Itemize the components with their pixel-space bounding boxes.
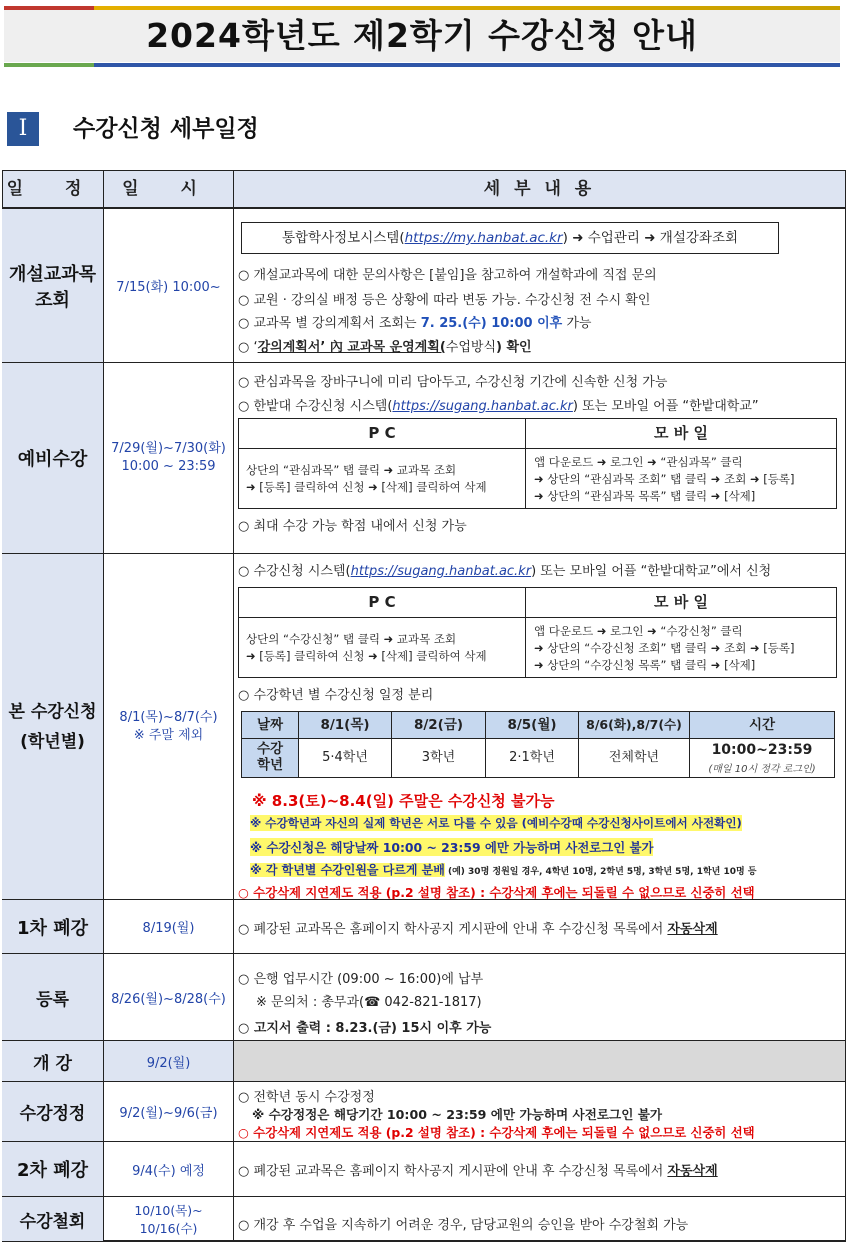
mobile-step: ➜ 상단의 “관심과목 목록” 탭 클릭 ➜ [삭제] (534, 489, 756, 503)
date-text: 9/2(월)~9/6(금) (119, 1106, 218, 1121)
syllabus-plan: 강의계획서’ 內 교과목 운영계획( (257, 340, 446, 355)
row-label-main-registration (2, 554, 103, 899)
section-number: Ⅰ (7, 112, 39, 146)
row-label-open-courses (2, 209, 103, 362)
detail-line (238, 312, 591, 331)
sugang-link[interactable]: https://sugang.hanbat.ac.kr (350, 564, 532, 579)
auto-delete-text: 자동삭제 (667, 1164, 718, 1179)
title-bottom-bar-accent (4, 63, 94, 67)
mobile-step: ➜ 상단의 “수강신청 목록” 탭 클릭 ➜ [삭제] (534, 658, 756, 672)
sugang-link[interactable]: https://sugang.hanbat.ac.kr (392, 399, 573, 414)
row-label-line: 수강정정 (19, 1104, 86, 1124)
row-label-line: 수강철회 (19, 1211, 86, 1232)
mobile-header: 모 바 일 (654, 593, 708, 611)
grid-head-cell: 8/5(월) (507, 717, 557, 733)
detail-line: ※ 수강정정은 해당기간 10:00 ~ 23:59 에만 가능하며 사전로그인 불가 (252, 1107, 663, 1122)
detail-line: ○ 수강학년 별 수강신청 일정 분리 (238, 688, 434, 703)
detail-line (238, 560, 771, 579)
detail-text: 수업방식 (445, 340, 496, 355)
detail-line: ※ 문의처 : 총무과(☎ 042-821-1817) (256, 995, 482, 1010)
date-text: 9/4(수) 예정 (132, 1163, 205, 1179)
row-label-line: 개설교과목 (9, 263, 96, 285)
row-label-course-change (2, 1082, 103, 1141)
hanbat-portal-link[interactable]: https://my.hanbat.ac.kr (404, 230, 563, 246)
grid-grade-cell: 2·1학년 (509, 750, 555, 765)
date-withdrawal (104, 1197, 233, 1241)
date-text: 7/29(월)~7/30(화) (111, 441, 226, 456)
detail-text: ○ 폐강된 교과목은 홈페이지 학사공지 게시판에 안내 후 수강신청 목록에서 (238, 922, 668, 937)
grid-grade-cell: 전체학년 (608, 750, 660, 765)
detail-line: ○ 개설교과목에 대한 문의사항은 [붙임]을 참고하여 개설학과에 직접 문의 (238, 268, 657, 283)
time-notice: ※ 수강신청은 해당날짜 10:00 ~ 23:59 에만 가능하며 사전로그인 불가 (250, 840, 654, 855)
date-open-courses (104, 209, 233, 362)
empty-detail-cell (234, 1041, 845, 1081)
detail-text: ) 확인 (496, 340, 532, 355)
delay-notice: ○ 수강삭제 지연제도 적용 (p.2 설명 참조) : 수강삭제 후에는 되돌릴 수 없으므로 신중히 선택 (238, 1125, 755, 1140)
quota-notice (250, 861, 757, 878)
detail-line (238, 918, 718, 937)
divider (238, 617, 837, 618)
date-payment (104, 954, 233, 1040)
grid-time-note: (매일 10시 정각 로그인) (708, 764, 816, 775)
mobile-step: ➜ 상단의 “관심과목 조회” 탭 클릭 ➜ 조회 ➜ [등록] (534, 472, 795, 486)
pc-step: 상단의 “관심과목” 탭 클릭 ➜ 교과목 조회 (246, 463, 457, 477)
grid-head-cell: 날짜 (256, 717, 284, 733)
header-datetime: 일 시 (122, 179, 215, 199)
detail-line: ○ 교원 · 강의실 배정 등은 상황에 따라 변동 가능. 수강신청 전 수시 확인 (238, 293, 651, 308)
header-details: 세 부 내 용 (483, 179, 596, 199)
row-label-line: 등록 (36, 989, 69, 1010)
grade-notice: ※ 수강학년과 자신의 실제 학년은 서로 다를 수 있음 (예비수강때 수강신청사이트에서 사전확인) (250, 816, 742, 830)
date-text: 8/26(월)~8/28(수) (111, 991, 226, 1007)
pc-step: ➜ [등록] 클릭하여 신청 ➜ [삭제] 클릭하여 삭제 (246, 649, 487, 663)
detail-line: ○ 최대 수강 가능 학점 내에서 신청 가능 (238, 519, 467, 534)
grid-head-cell: 8/2(금) (413, 717, 464, 733)
grid-head-cell: 시간 (748, 717, 776, 733)
header-schedule: 일 정 (6, 179, 100, 199)
row-label-line: 예비수강 (17, 449, 88, 470)
detail-text: ○ ‘ (238, 340, 258, 355)
date-second-cancellation (104, 1142, 233, 1196)
row-label-line: (학년별) (20, 731, 85, 752)
grid-row-label-line: 수강 (256, 741, 284, 757)
auto-delete-text: 자동삭제 (667, 922, 718, 937)
detail-text: ○ 폐강된 교과목은 홈페이지 학사공지 게시판에 안내 후 수강신청 목록에서 (238, 1164, 668, 1179)
system-path (241, 222, 779, 254)
detail-text: ○ 수강신청 시스템( (238, 564, 351, 579)
pc-step: ➜ [등록] 클릭하여 신청 ➜ [삭제] 클릭하여 삭제 (246, 480, 487, 494)
row-label-withdrawal (2, 1197, 103, 1241)
grid-time: 10:00~23:59 (711, 742, 813, 758)
row-label-line: 2차 폐강 (17, 1160, 88, 1181)
row-label-semester-start (2, 1041, 103, 1081)
pc-header: P C (368, 593, 396, 611)
pc-header: P C (368, 424, 396, 442)
grid-head-cell: 8/6(화),8/7(수) (586, 717, 682, 732)
detail-line: ○ 관심과목을 장바구니에 미리 담아두고, 수강신청 기간에 신속한 신청 가능 (238, 375, 668, 390)
detail-line: ○ 고지서 출력 : 8.23.(금) 15시 이후 가능 (238, 1021, 492, 1036)
row-label-line: 본 수강신청 (8, 701, 97, 722)
row-label-payment (2, 954, 103, 1040)
date-text: 7/15(화) 10:00~ (116, 280, 221, 295)
mobile-step: ➜ 상단의 “수강신청 조회” 탭 클릭 ➜ 조회 ➜ [등록] (534, 641, 795, 655)
system-path-text: 통합학사정보시스템( (281, 230, 405, 246)
date-text: 10:00 ~ 23:59 (121, 459, 216, 474)
row-label-pre-registration (2, 363, 103, 553)
row-label-first-cancellation (2, 900, 103, 953)
row-label-line: 1차 폐강 (17, 917, 88, 939)
grid-row-label-line: 학년 (256, 757, 284, 773)
detail-line (238, 395, 759, 414)
date-main-registration (104, 554, 233, 899)
grid-head-cell: 8/1(목) (320, 717, 370, 733)
title-bottom-bar (4, 63, 840, 67)
pc-step: 상단의 “수강신청” 탭 클릭 ➜ 교과목 조회 (246, 632, 457, 646)
quota-notice-main: ※ 각 학년별 수강인원을 다르게 분배 (250, 863, 445, 877)
system-path-text: ) ➜ 수업관리 ➜ 개설강좌조회 (562, 230, 739, 246)
section-title: 수강신청 세부일정 (73, 116, 259, 142)
date-pre-registration (104, 363, 233, 553)
date-semester-start (104, 1041, 233, 1081)
row-label-line: 개 강 (33, 1053, 72, 1074)
weekend-notice: ※ 8.3(토)~8.4(일) 주말은 수강신청 불가능 (252, 792, 555, 810)
detail-text: ) 또는 모바일 어플 “한밭대학교”에서 신청 (531, 564, 772, 579)
date-text: 9/2(월) (146, 1055, 191, 1071)
detail-line: ○ 개강 후 수업을 지속하기 어려운 경우, 담당교원의 승인을 받아 수강철회 가능 (238, 1218, 689, 1233)
date-note: ※ 주말 제외 (133, 727, 204, 743)
mobile-step: 앱 다운로드 ➜ 로그인 ➜ “관심과목” 클릭 (534, 455, 743, 469)
detail-text: ○ 교과목 별 강의계획서 조회는 (238, 316, 421, 331)
date-text: 10/10(목)~ 10/16(수) (134, 1203, 203, 1236)
detail-text: ○ 한밭대 수강신청 시스템( (238, 399, 393, 414)
detail-line (238, 1160, 718, 1179)
row-label-line: 조회 (35, 289, 70, 311)
quota-notice-example: (예) 30명 정원일 경우, 4학년 10명, 2학년 5명, 3학년 5명, 1학년 10명 등 (444, 867, 757, 877)
syllabus-date: 7. 25.(수) 10:00 이후 (420, 316, 563, 331)
page-title: 2024학년도 제2학기 수강신청 안내 (146, 16, 698, 55)
detail-text: 가능 (562, 316, 592, 331)
divider (238, 448, 837, 449)
date-course-change (104, 1082, 233, 1141)
date-first-cancellation (104, 900, 233, 953)
detail-line: ○ 은행 업무시간 (09:00 ~ 16:00)에 납부 (238, 972, 484, 987)
detail-line (238, 336, 532, 355)
date-text: 8/19(월) (142, 921, 195, 936)
grid-grade-cell: 3학년 (421, 750, 456, 765)
mobile-header: 모 바 일 (654, 424, 708, 442)
detail-line: ○ 전학년 동시 수강정정 (238, 1090, 375, 1105)
detail-text: ) 또는 모바일 어플 “한밭대학교” (572, 399, 759, 414)
mobile-step: 앱 다운로드 ➜ 로그인 ➜ “수강신청” 클릭 (534, 624, 743, 638)
date-text: 8/1(목)~8/7(수) (119, 709, 218, 725)
grid-grade-cell: 5·4학년 (322, 750, 368, 765)
grid-row-label (242, 741, 298, 773)
delay-notice: ○ 수강삭제 지연제도 적용 (p.2 설명 참조) : 수강삭제 후에는 되돌릴 수 없으므로 신중히 선택 (238, 885, 755, 900)
row-label-second-cancellation (2, 1142, 103, 1196)
